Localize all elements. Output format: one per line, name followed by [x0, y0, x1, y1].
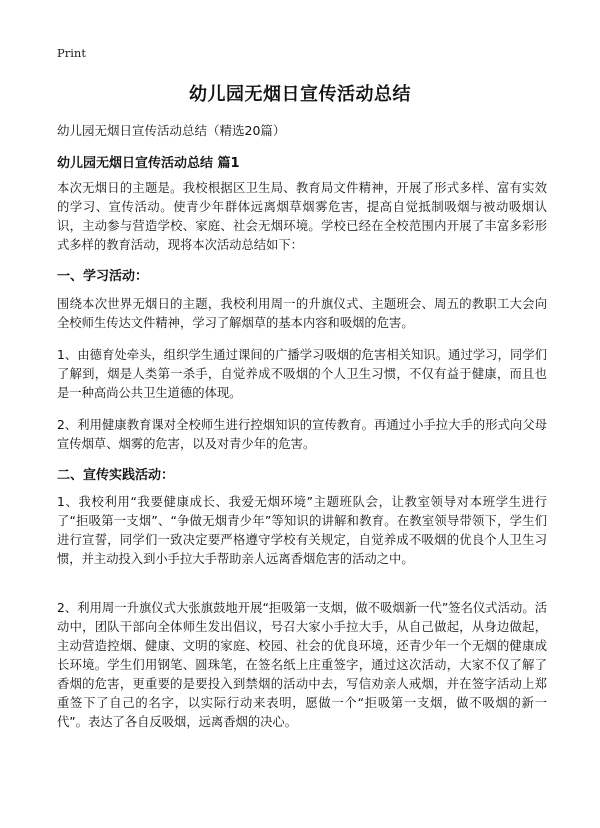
practice-paragraph-2: 2、利用周一升旗仪式大张旗鼓地开展“拒吸第一支烟，做不吸烟新一代”签名仪式活动。活动中，团队干部向全体师生发出倡议，号召大家小手拉大手，从自己做起，从身边做起，主动营造控烟、健康、文明的家庭、校园、社会的优良环境，还青少年一个无烟的健康成长环境。学生们用钢笔、圆珠笔，在签名纸上庄重签字，通过这次活动，大家不仅了解了香烟的危害，更重要的是要投入到禁烟的活动中去，写信劝亲人戒烟，并在签字活动上郑重签下了自己的名字，以实际行动来表明，愿做一个“拒吸第一支烟，做不吸烟的新一代”。表达了各自反吸烟，远离香烟的决心。 [57, 601, 547, 729]
study-paragraph-3: 2、利用健康教育课对全校师生进行控烟知识的宣传教育。再通过小手拉大手的形式向父母宣传烟草、烟雾的危害，以及对青少年的危害。 [57, 418, 547, 451]
document-subtitle: 幼儿园无烟日宣传活动总结（精选20篇） [57, 123, 286, 138]
article-heading: 幼儿园无烟日宣传活动总结 篇1 [57, 156, 240, 171]
section-heading-study: 一、学习活动： [57, 269, 149, 284]
print-label: Print [57, 46, 86, 60]
study-paragraph-2: 1、由德育处牵头，组织学生通过课间的广播学习吸烟的危害相关知识。通过学习，同学们了解到，烟是人类第一杀手，自觉养成不吸烟的个人卫生习惯，不仅有益于健康，而且也是一种高尚公共卫生道德的体现。 [57, 348, 547, 400]
section-heading-practice: 二、宣传实践活动： [57, 468, 175, 483]
page-title: 幼儿园无烟日宣传活动总结 [189, 84, 411, 105]
study-paragraph-1: 围绕本次世界无烟日的主题，我校利用周一的升旗仪式、主题班会、周五的教职工大会向全校师生传达文件精神，学习了解烟草的基本内容和吸烟的危害。 [57, 297, 547, 330]
intro-paragraph: 本次无烟日的主题是。我校根据区卫生局、教育局文件精神，开展了形式多样、富有实效的学习、宣传活动。使青少年群体远离烟草烟雾危害，提高自觉抵制吸烟与被动吸烟认识，主动参与营造学校、家庭、社会无烟环境。学校已经在全校范围内开展了丰富多彩形式多样的教育活动，现将本次活动总结如下： [57, 181, 547, 252]
practice-paragraph-1: 1、我校利用“我要健康成长、我爱无烟环境”主题班队会，让教室领导对本班学生进行了“拒吸第一支烟”、“争做无烟青少年”等知识的讲解和教育。在教室领导带领下，学生们进行宣誓，同学们一致决定要严格遵守学校有关规定，自觉养成不吸烟的优良个人卫生习惯，并主动投入到小手拉大手帮助亲人远离香烟危害的活动之中。 [57, 495, 547, 566]
